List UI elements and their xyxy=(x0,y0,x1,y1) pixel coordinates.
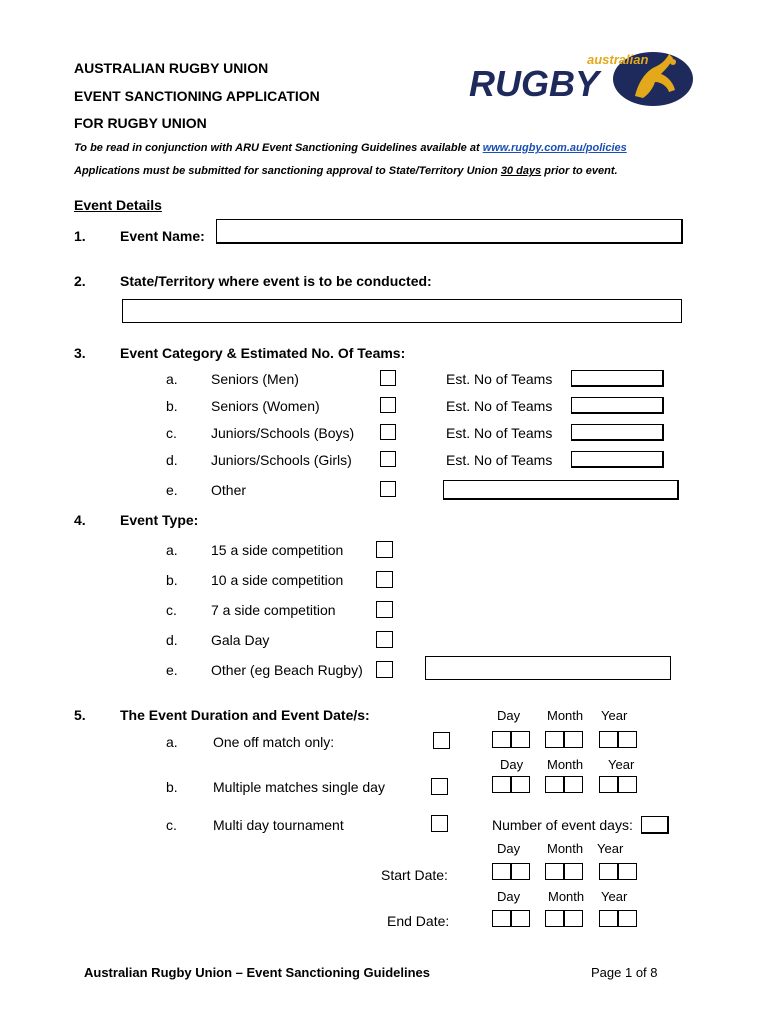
year-digit-box[interactable] xyxy=(599,910,618,927)
submission-note-text: Applications must be submitted for sanctioning approval to State/Territory Union xyxy=(74,165,501,177)
year-label: Year xyxy=(597,841,624,856)
submission-note-suffix: prior to event. xyxy=(541,165,618,177)
month-digit-box[interactable] xyxy=(545,863,564,880)
juniors-girls-checkbox[interactable] xyxy=(380,451,396,467)
seniors-men-checkbox[interactable] xyxy=(380,370,396,386)
num-event-days-input[interactable] xyxy=(641,816,669,834)
q4-item-letter: b. xyxy=(166,572,178,588)
doc-title-line2: EVENT SANCTIONING APPLICATION xyxy=(74,88,320,104)
event-name-input[interactable] xyxy=(216,219,683,244)
other-type-checkbox[interactable] xyxy=(376,661,393,678)
seniors-women-teams-input[interactable] xyxy=(571,397,664,414)
month-label: Month xyxy=(548,889,585,904)
q4-label: Event Type: xyxy=(120,512,199,528)
q5-item-label: One off match only: xyxy=(213,734,335,750)
est-teams-label: Est. No of Teams xyxy=(446,452,553,468)
month-digit-box[interactable] xyxy=(545,731,564,748)
year-digit-box[interactable] xyxy=(599,776,618,793)
gala-day-checkbox[interactable] xyxy=(376,631,393,648)
month-label: Month xyxy=(547,708,584,723)
q4-item-letter: d. xyxy=(166,632,178,648)
day-label: Day xyxy=(497,889,521,904)
tens-checkbox[interactable] xyxy=(376,571,393,588)
multi-day-checkbox[interactable] xyxy=(431,815,448,832)
q4-item-letter: a. xyxy=(166,542,178,558)
policies-link[interactable]: www.rugby.com.au/policies xyxy=(482,142,627,154)
page-number: Page 1 of 8 xyxy=(591,965,658,980)
q4-item-letter: c. xyxy=(166,602,177,618)
section-title: Event Details xyxy=(74,197,162,213)
q3-item-letter: e. xyxy=(166,482,178,498)
month-digit-box[interactable] xyxy=(564,863,583,880)
australian-rugby-logo xyxy=(467,50,695,110)
year-label: Year xyxy=(608,757,635,772)
year-digit-box[interactable] xyxy=(618,776,637,793)
day-label: Day xyxy=(497,841,521,856)
q5-number: 5. xyxy=(74,707,86,723)
juniors-boys-teams-input[interactable] xyxy=(571,424,664,441)
day-digit-box[interactable] xyxy=(511,731,530,748)
year-digit-box[interactable] xyxy=(618,910,637,927)
year-digit-box[interactable] xyxy=(618,731,637,748)
est-teams-label: Est. No of Teams xyxy=(446,398,553,414)
one-off-checkbox[interactable] xyxy=(433,732,450,749)
q3-item-label: Other xyxy=(211,482,247,498)
q3-item-letter: b. xyxy=(166,398,178,414)
q3-item-label: Juniors/Schools (Girls) xyxy=(211,452,352,468)
q4-item-label: 10 a side competition xyxy=(211,572,344,588)
day-digit-box[interactable] xyxy=(492,863,511,880)
q2-label: State/Territory where event is to be conducted: xyxy=(120,273,432,289)
year-label: Year xyxy=(601,708,628,723)
q3-item-label: Seniors (Women) xyxy=(211,398,320,414)
q5-item-letter: b. xyxy=(166,779,178,795)
seniors-women-checkbox[interactable] xyxy=(380,397,396,413)
guidelines-note-text: To be read in conjunction with ARU Event Sanctioning Guidelines available at xyxy=(74,142,483,154)
month-digit-box[interactable] xyxy=(564,731,583,748)
year-digit-box[interactable] xyxy=(599,731,618,748)
q4-number: 4. xyxy=(74,512,86,528)
q3-number: 3. xyxy=(74,345,86,361)
q4-item-label: 15 a side competition xyxy=(211,542,344,558)
month-digit-box[interactable] xyxy=(545,910,564,927)
day-digit-box[interactable] xyxy=(511,910,530,927)
q1-label: Event Name: xyxy=(120,228,205,244)
month-label: Month xyxy=(547,841,584,856)
juniors-boys-checkbox[interactable] xyxy=(380,424,396,440)
state-territory-input[interactable] xyxy=(122,299,682,323)
juniors-girls-teams-input[interactable] xyxy=(571,451,664,468)
q1-number: 1. xyxy=(74,228,86,244)
year-digit-box[interactable] xyxy=(618,863,637,880)
q4-item-label: Gala Day xyxy=(211,632,270,648)
day-label: Day xyxy=(497,708,521,723)
month-label: Month xyxy=(547,757,584,772)
q5-item-label: Multiple matches single day xyxy=(213,779,385,795)
day-digit-box[interactable] xyxy=(492,910,511,927)
other-category-input[interactable] xyxy=(443,480,679,500)
q5-item-label: Multi day tournament xyxy=(213,817,344,833)
q2-number: 2. xyxy=(74,273,86,289)
end-date-label: End Date: xyxy=(387,913,450,929)
day-digit-box[interactable] xyxy=(492,731,511,748)
start-date-label: Start Date: xyxy=(381,867,448,883)
q4-item-label: Other (eg Beach Rugby) xyxy=(211,662,363,678)
q5-label: The Event Duration and Event Date/s: xyxy=(120,707,370,723)
q3-item-letter: a. xyxy=(166,371,178,387)
day-digit-box[interactable] xyxy=(511,776,530,793)
year-label: Year xyxy=(601,889,628,904)
other-type-input[interactable] xyxy=(425,656,671,680)
q3-label: Event Category & Estimated No. Of Teams: xyxy=(120,345,406,361)
q5-item-letter: c. xyxy=(166,817,177,833)
year-digit-box[interactable] xyxy=(599,863,618,880)
day-label: Day xyxy=(500,757,524,772)
day-digit-box[interactable] xyxy=(511,863,530,880)
est-teams-label: Est. No of Teams xyxy=(446,371,553,387)
doc-title-line3: FOR RUGBY UNION xyxy=(74,115,207,131)
q3-item-letter: d. xyxy=(166,452,178,468)
footer-title: Australian Rugby Union – Event Sanctioning Guidelines xyxy=(84,965,430,980)
num-event-days-label: Number of event days: xyxy=(492,817,633,833)
doc-title-line1: AUSTRALIAN RUGBY UNION xyxy=(74,60,269,76)
multiple-matches-checkbox[interactable] xyxy=(431,778,448,795)
fifteens-checkbox[interactable] xyxy=(376,541,393,558)
guidelines-note xyxy=(74,142,627,154)
q3-item-label: Seniors (Men) xyxy=(211,371,299,387)
q3-item-letter: c. xyxy=(166,425,177,441)
q4-item-label: 7 a side competition xyxy=(211,602,336,618)
submission-note xyxy=(74,165,618,177)
q3-item-label: Juniors/Schools (Boys) xyxy=(211,425,355,441)
est-teams-label: Est. No of Teams xyxy=(446,425,553,441)
q4-item-letter: e. xyxy=(166,662,178,678)
sevens-checkbox[interactable] xyxy=(376,601,393,618)
month-digit-box[interactable] xyxy=(564,910,583,927)
logo-main-word: RUGBY xyxy=(469,63,600,104)
other-category-checkbox[interactable] xyxy=(380,481,396,497)
day-digit-box[interactable] xyxy=(492,776,511,793)
seniors-men-teams-input[interactable] xyxy=(571,370,664,387)
q5-item-letter: a. xyxy=(166,734,178,750)
logo-top-word: australian xyxy=(587,52,649,67)
month-digit-box[interactable] xyxy=(564,776,583,793)
month-digit-box[interactable] xyxy=(545,776,564,793)
submission-days: 30 days xyxy=(500,165,542,177)
